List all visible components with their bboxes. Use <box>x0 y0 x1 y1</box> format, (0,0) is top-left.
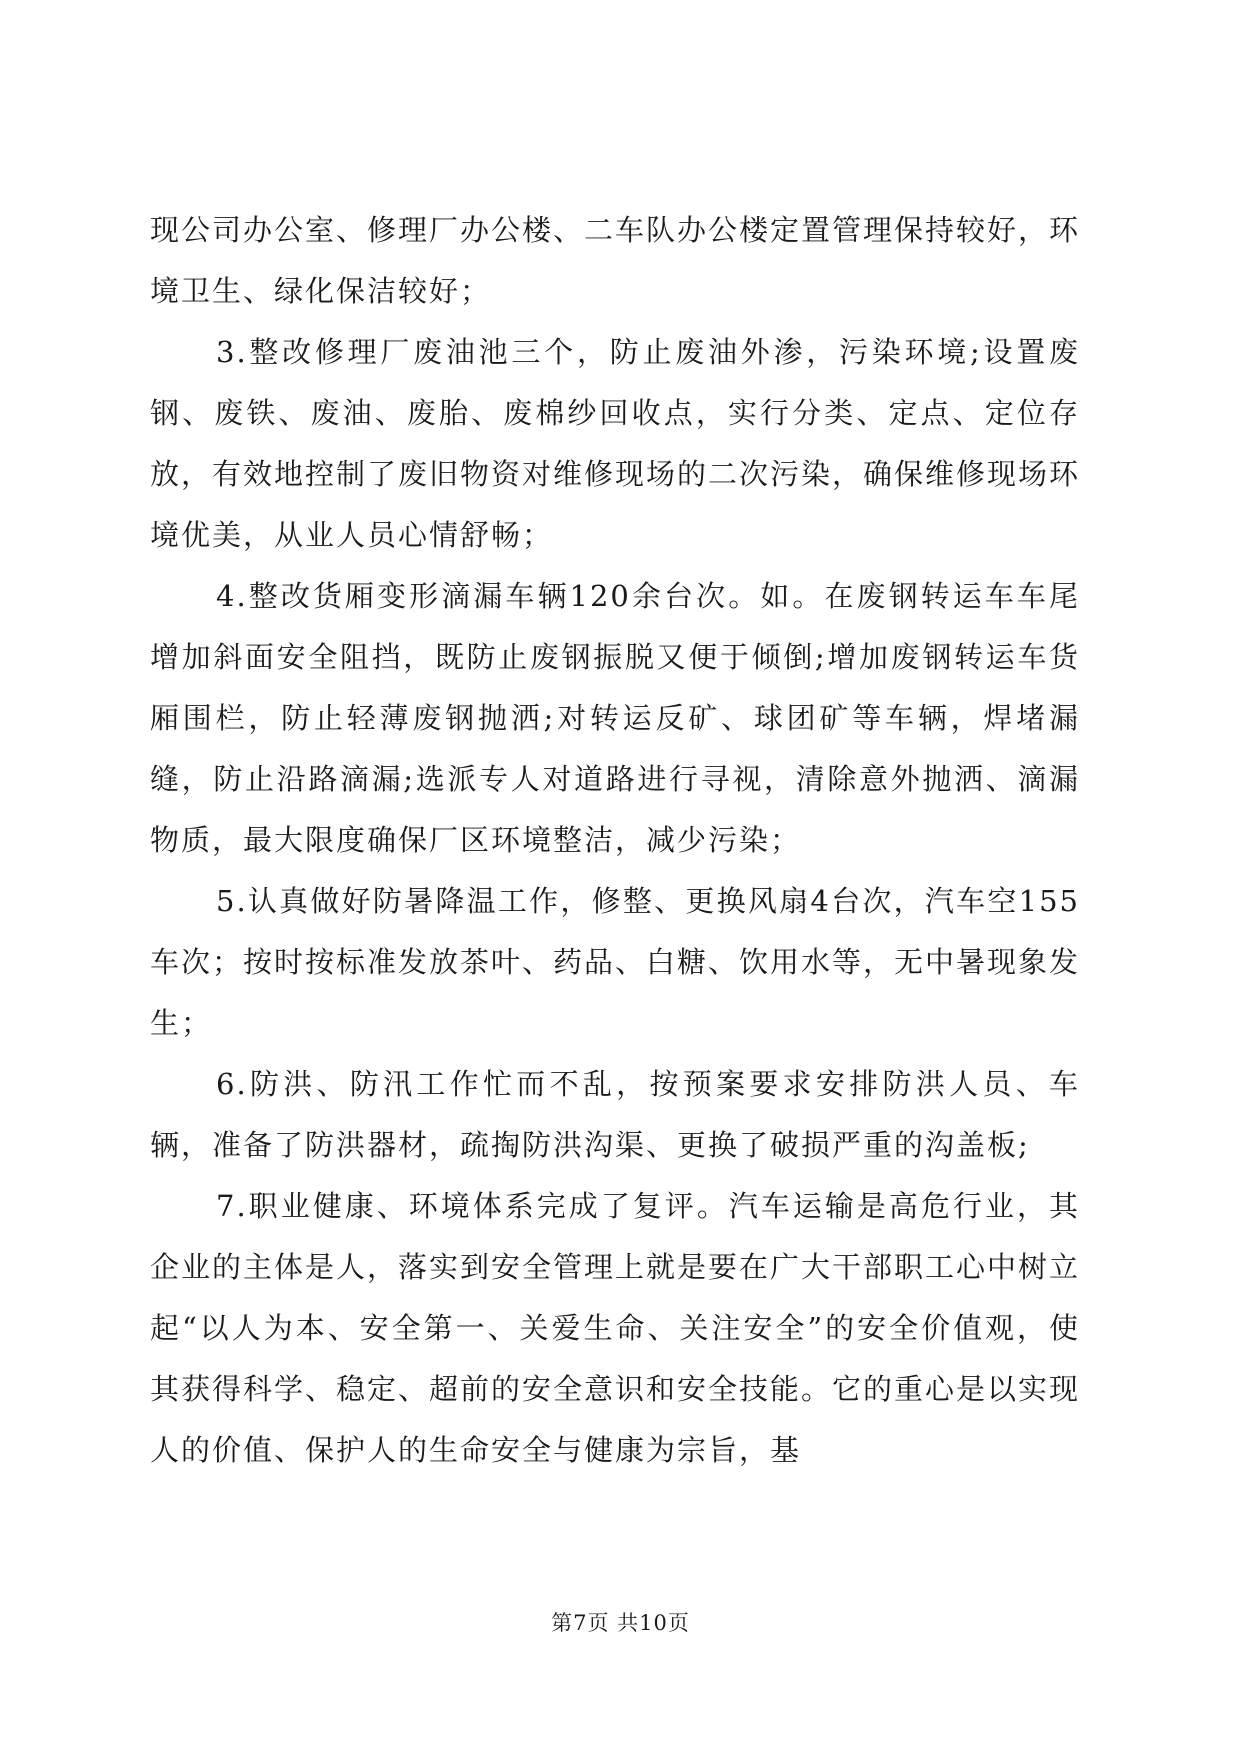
paragraph-item-3: 3.整改修理厂废油池三个，防止废油外渗，污染环境;设置废钢、废铁、废油、废胎、废棉纱回收点，实行分类、定点、定位存放，有效地控制了废旧物资对维修现场的二次污染，确保维修现场环境优美，从业人员心情舒畅； <box>150 335 1081 552</box>
paragraph-continuation: 现公司办公室、修理厂办公楼、二车队办公楼定置管理保持较好，环境卫生、绿化保洁较好； <box>150 213 1081 308</box>
page-number-footer: 第7页 共10页 <box>551 1611 690 1635</box>
paragraph-item-6: 6.防洪、防汛工作忙而不乱，按预案要求安排防洪人员、车辆，准备了防洪器材，疏掏防洪沟渠、更换了破损严重的沟盖板; <box>150 1067 1080 1162</box>
paragraph-item-5: 5.认真做好防暑降温工作，修整、更换风扇4台次，汽车空155车次；按时按标准发放茶叶、药品、白糖、饮用水等，无中暑现象发生； <box>150 884 1081 1040</box>
paragraph-item-7: 7.职业健康、环境体系完成了复评。汽车运输是高危行业，其企业的主体是人，落实到安全管理上就是要在广大干部职工心中树立起“以人为本、安全第一、关爱生命、关注安全”的安全价值观，使其获得科学、稳定、超前的安全意识和安全技能。它的重心是以实现人的价值、保护人的生命安全与健康为宗旨，基 <box>150 1189 1081 1467</box>
paragraph-item-4: 4.整改货厢变形滴漏车辆120余台次。如。在废钢转运车车尾增加斜面安全阻挡，既防止废钢振脱又便于倾倒;增加废钢转运车货厢围栏，防止轻薄废钢抛洒;对转运反矿、球团矿等车辆，焊堵漏缝，防止沿路滴漏;选派专人对道路进行寻视，清除意外抛洒、滴漏物质，最大限度确保厂区环境整洁，减少污染； <box>150 579 1080 857</box>
document-body <box>150 200 1080 1481</box>
